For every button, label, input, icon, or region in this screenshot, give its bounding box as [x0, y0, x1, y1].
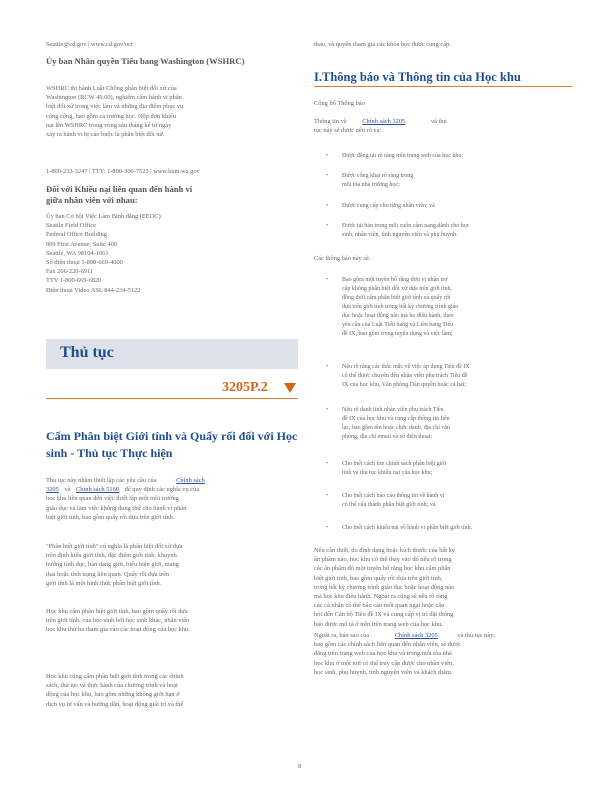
- continued-line: thao, và quyền tham gia các khóa học được cung cấp.: [314, 41, 451, 48]
- text-line: Cho biết cách báo cáo thông tin về hành vi: [342, 493, 445, 499]
- text-line: IX của học khu, Văn phòng Dân quyền hoặc cả hai;: [342, 382, 467, 388]
- text-line: Điện thoại Video ASL 844-234-5122: [46, 286, 141, 294]
- text-segment: và thủ tục này;: [457, 632, 496, 639]
- bullet-icon: •: [326, 277, 329, 283]
- intro-paragraph: [314, 117, 564, 135]
- text-line: WSHRC thi hành Luật Chống phân biệt đối xử của: [46, 85, 177, 92]
- text-segment: và thủ: [430, 118, 447, 125]
- text-line: đề IX của học khu và cung cấp thông tin liên: [342, 416, 450, 422]
- page-number: 8: [298, 763, 302, 770]
- text-line: học sinh, phụ huynh, tình nguyện viên và khách thăm.: [314, 668, 453, 676]
- text-line: các cá nhân có thể báo cáo mối quan ngại hoặc câu: [314, 602, 445, 610]
- text-line: Học khu cấm phân biệt giới tính, bao gồm quấy rối dựa: [46, 608, 188, 615]
- text-line: trong bất kỳ chương trình giáo dục hoặc hoạt động nào: [314, 583, 455, 591]
- text-line: Cho biết cách tìm chính sách phân biệt giới: [342, 461, 447, 467]
- text-line: đồng thời cấm phân biệt giới tính và quấy rối: [342, 295, 451, 301]
- text-line: giáo dục và làm việc không dung thứ cho hành vi phân: [46, 504, 187, 512]
- text-line: Bao gồm một tuyên bố rằng đơn vị nhận trợ: [342, 277, 448, 283]
- policy-title: Cấm Phân biệt Giới tính và Quấy rối đối với Học sinh - Thủ tục Thực hiện: [46, 429, 298, 460]
- text-segment: Ngoài ra, bản sao của: [314, 632, 370, 639]
- text-line: dựa trên giới tính trong bất kỳ chương trình giáo: [342, 304, 459, 310]
- text-line: lạc, bao gồm tên hoặc chức danh, địa chỉ văn: [342, 425, 451, 431]
- contact-line: Seattle@cd.gov | www.cd.gov/ocr: [46, 41, 134, 48]
- text-line: cấp không phân biệt đối xử dựa trên giới tính,: [342, 286, 452, 292]
- text-line: Được cung cấp cho từng nhân viên; và: [342, 203, 435, 209]
- bullet-icon: •: [326, 525, 329, 531]
- text-line: biệt giới tính, bao gồm quấy rối dựa trên giới tính.: [46, 513, 175, 521]
- text-line: học khu liên quan đến việc thiết lập một môi trường: [46, 495, 179, 503]
- text-segment: để quy định các nghĩa vụ của: [124, 486, 200, 494]
- text-line: tính và thủ tục khiếu nại của học khu;: [342, 470, 433, 476]
- policy-link[interactable]: Chính sách 5160: [76, 486, 120, 494]
- policy-link[interactable]: 3205: [46, 486, 59, 494]
- text-line: biệt giới tính, bao gồm quấy rối dựa trên giới tính,: [314, 574, 443, 582]
- bullet-icon: •: [326, 223, 329, 229]
- text-line: sách, thủ tục và thực hành của chương trình và hoạt: [46, 682, 178, 690]
- text-line: biệt đối xử trong việc làm và những địa điểm phục vụ: [46, 103, 184, 111]
- policy-link[interactable]: Chính sách 3205: [394, 632, 438, 639]
- wshrc-body: [46, 84, 246, 139]
- bullet-icon: •: [326, 461, 329, 467]
- bullet-icon: •: [326, 203, 329, 209]
- text-line: có thể được chuyển đến nhân viên phụ trách Tiêu đề: [342, 373, 468, 379]
- text-line: đề IX, bao gồm trong tuyển dụng và việc làm;: [342, 331, 453, 337]
- text-line: giới tính là một hình thức phân biệt giới tính.: [46, 579, 162, 587]
- text-line: bao gồm các chính sách liên quan đến nhân viên, sẽ được: [314, 641, 461, 649]
- bullet-icon: •: [326, 407, 329, 413]
- text-line: Nếu cần thiết, do định dạng hoặc kích thước của bất kỳ: [314, 547, 456, 554]
- text-line: Ủy ban Cơ hội Việc Làm Bình đẳng (EEOC): [46, 213, 161, 220]
- wshrc-title: Ủy ban Nhân quyền Tiểu bang Washington (WSHRC): [46, 56, 245, 66]
- policy-link[interactable]: Chính sách 3205: [362, 118, 406, 125]
- text-line: xảy ra hành vi bị cáo buộc là phân biệt đối xử.: [46, 131, 165, 139]
- text-line: Washington (RCW 49.60), nghiêm cấm hành vi phân: [46, 94, 182, 102]
- text-segment: và: [64, 486, 71, 494]
- text-line: sinh, nhân viên, tình nguyện viên và phụ huynh.: [342, 232, 458, 238]
- text-line: tục này sẽ được nêu rõ và:: [314, 127, 382, 135]
- text-line: 909 First Avenue, Suite 400: [46, 240, 118, 248]
- text-line: động của học khu, bao gồm những không giới hạn ở: [46, 691, 180, 699]
- policy-link[interactable]: Chính sách: [176, 477, 205, 484]
- text-line: Fax 206-220-6911: [46, 268, 94, 276]
- triangle-down-icon: [284, 383, 296, 393]
- text-line: hỏi đến Cán bộ Tiêu đề IX và cung cấp vị trí đặt thông: [314, 611, 454, 619]
- text-line: hướng tình dục, bản dạng giới, biểu hiện giới, mang: [46, 561, 179, 569]
- text-line: có thể cấu thành phân biệt giới tính; và: [342, 502, 436, 508]
- text-segment: Thủ tục này nhằm thiết lập các yêu cầu của: [46, 477, 157, 484]
- paragraph-1: [46, 476, 286, 522]
- text-line: học khu thứ ba tham gia vào các hoạt động của học khu.: [46, 626, 190, 634]
- text-line: TTY 1-800-669-6820: [46, 277, 102, 285]
- text-line: công cộng, bao gồm cả trường học. Nộp đơn khiếu: [46, 112, 177, 120]
- paragraph-4: [46, 672, 286, 709]
- section-title: I.Thông báo và Thông tin của Học khu: [314, 70, 521, 84]
- paragraph-5: [314, 546, 564, 629]
- subheading: Các thông báo này sẽ:: [314, 255, 371, 262]
- text-line: Học khu cũng cấm phân biệt giới tính trong các chính: [46, 673, 184, 680]
- text-line: Được tải bản trong mỗi cuốn cẩm nang dành cho học: [342, 223, 470, 229]
- bullet-icon: •: [326, 153, 329, 159]
- divider: [46, 398, 298, 399]
- text-line: Được công khai rõ ràng trong: [342, 173, 414, 179]
- text-line: Nêu rõ danh tính nhân viên phụ trách Tiêu: [342, 407, 444, 413]
- eeoc-title: Đối với Khiếu nại liên quan đến hành vi giữa nhân viên với nhau:: [46, 184, 193, 205]
- text-line: đăng trên trang web của học khu và trong mỗi tòa nhà: [314, 650, 452, 658]
- procedure-code: 3205P.2: [222, 380, 268, 395]
- text-line: Seattle, WA 98104-1061: [46, 249, 109, 257]
- text-segment: Thông tin về: [314, 118, 347, 125]
- paragraph-6: [314, 631, 576, 677]
- text-line: Seattle Field Office: [46, 222, 96, 230]
- text-line: báo được mô tả ở trên trên trang web của học khu.: [314, 620, 443, 628]
- paragraph-2: [46, 542, 286, 588]
- paragraph-3: [46, 607, 286, 635]
- procedure-banner: [46, 339, 298, 369]
- bullet-icon: •: [326, 364, 329, 370]
- eeoc-address: [46, 212, 246, 295]
- text-line: phòng, địa chỉ email và số điện thoại;: [342, 434, 432, 440]
- text-line: Cho biết cách khiếu nại về hành vi phân biệt giới tính.: [342, 525, 473, 531]
- text-line: dịch vụ tư vấn và hướng dẫn, hoạt động giải trí và thể: [46, 700, 184, 708]
- text-line: thai hoặc tình trạng liên quan. Quấy rối dựa trên: [46, 570, 170, 578]
- text-line: trên giới tính, của học sinh bởi học sinh khác, nhân viên: [46, 617, 190, 625]
- procedure-label: Thủ tục: [60, 344, 114, 361]
- bullet-icon: •: [326, 173, 329, 179]
- bullet-icon: •: [326, 493, 329, 499]
- text-line: mà học khu điều hành. Ngoài ra cũng sẽ nêu rõ ràng: [314, 593, 448, 601]
- text-line: ấn phẩm nào, học khu có thể thay vào đó nêu rõ trong: [314, 556, 452, 564]
- text-line: Được đăng tải rõ ràng trên trang web của học khu;: [342, 153, 464, 159]
- text-line: học khu ở một nơi có thể truy cập được cho nhân viên,: [314, 659, 454, 667]
- text-line: "Phân biệt giới tính" có nghĩa là phân biệt đối xử dựa: [46, 543, 183, 550]
- divider: [314, 86, 572, 87]
- text-line: Nêu rõ rằng các thắc mắc về việc áp dụng Tiêu đề IX: [342, 364, 470, 370]
- text-line: trên định kiến giới tính, đặc điểm giới tính, khuynh: [46, 552, 177, 560]
- text-line: mỗi tòa nhà trường học;: [342, 182, 400, 188]
- text-line: Số điện thoại 1-800-669-4000: [46, 259, 123, 267]
- text-line: nại lên WSHRC trong vòng sáu tháng kể từ ngày: [46, 121, 172, 129]
- text-line: dục hoặc hoạt động nào mà họ điều hành, theo: [342, 313, 454, 319]
- text-line: Federal Office Building: [46, 231, 107, 239]
- text-line: các ấn phẩm đó một tuyên bố rằng học khu cấm phân: [314, 565, 451, 573]
- subheading: Công bố Thông báo: [314, 100, 365, 107]
- wshrc-phone: 1-800-233-3247 | TTY: 1-800-300-7525 | www.hum.wa.gov: [46, 168, 200, 175]
- text-line: yêu cầu của Luật Tiểu bang và Liên bang Tiểu: [342, 322, 454, 328]
